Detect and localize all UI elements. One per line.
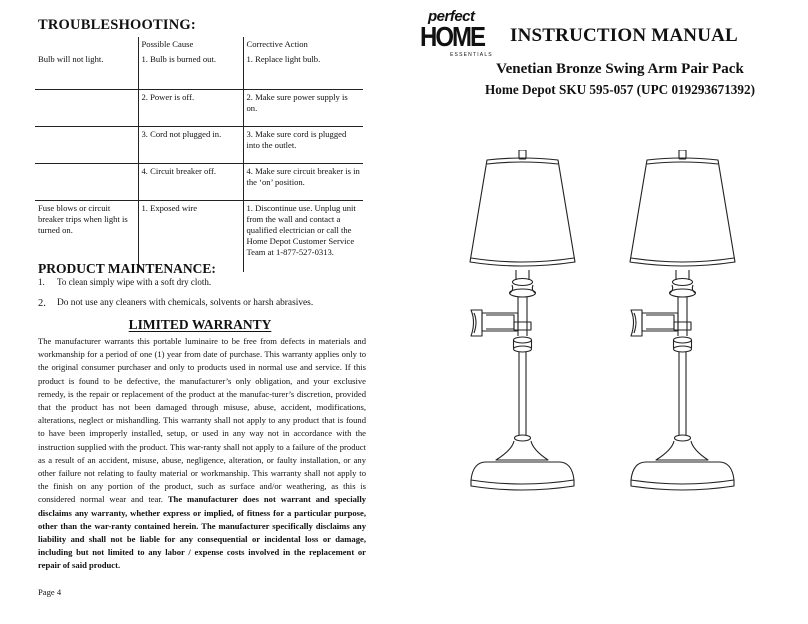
problem-cell: [35, 89, 138, 126]
action-cell: 1. Discontinue use. Unplug unit from the wall and contact a qualified electrician or call the Home Depot Customer Service Team at 1-877-527-0313.: [243, 200, 363, 272]
cause-cell: 1. Bulb is burned out.: [138, 52, 243, 89]
problem-cell: Fuse blows or circuit breaker trips when light is turned on.: [38, 202, 128, 235]
troubleshooting-table: [35, 37, 363, 272]
table-row: [35, 126, 363, 163]
logo-line-2: HOME: [420, 22, 484, 54]
action-cell: 3. Make sure cord is plugged into the outlet.: [243, 126, 363, 163]
lamp-right: [630, 150, 735, 490]
warranty-heading: [0, 317, 400, 333]
table-header-row: [35, 37, 363, 52]
page-number: Page 4: [38, 587, 62, 597]
step-text: To clean simply wipe with a soft dry cloth.: [57, 277, 212, 287]
warranty-heading-text: LIMITED WARRANTY: [128, 317, 272, 332]
problem-cell: Bulb will not light.: [35, 52, 138, 89]
troubleshooting-heading: TROUBLESHOOTING:: [38, 17, 196, 33]
action-cell: 2. Make sure power supply is on.: [243, 89, 363, 126]
problem-cell: [35, 126, 138, 163]
sku-line: Home Depot SKU 595-057 (UPC 019293671392): [485, 82, 755, 97]
table-row: [35, 89, 363, 126]
problem-cell: [35, 163, 138, 200]
maintenance-step: [38, 298, 313, 309]
table-row: [35, 52, 363, 89]
cause-cell: 3. Cord not plugged in.: [138, 126, 243, 163]
lamp-left: [470, 150, 575, 490]
lamp-pair-illustration: [462, 150, 774, 500]
column-header-action: Corrective Action: [243, 37, 363, 52]
perfect-home-logo: [420, 8, 502, 62]
step-text: Do not use any cleaners with chemicals, solvents or harsh abrasives.: [57, 298, 314, 308]
logo-line-3: ESSENTIALS: [450, 52, 493, 58]
logo-line-1: perfect: [428, 8, 475, 25]
maintenance-heading: PRODUCT MAINTENANCE:: [38, 261, 216, 276]
maintenance-step: [38, 277, 211, 287]
warranty-disclaimer: The manufacturer does not warrant and specially disclaims any warranty, whether express or implied, of fitness for a particular purpose, other than the war-ranty contained herein. The manufacturer specifically disclaims any liability and shall not be liable for any consequential or incidental loss or damage, including but not limited to any labor / expense costs involved in the replacement or repair of said product.: [38, 494, 366, 571]
cause-cell: 1. Exposed wire: [138, 200, 243, 272]
warranty-body: [38, 335, 366, 573]
step-number: 2.: [38, 298, 46, 309]
column-header-cause: Possible Cause: [138, 37, 243, 52]
cause-cell: 4. Circuit breaker off.: [138, 163, 243, 200]
column-header-problem: [35, 37, 138, 52]
manual-title: INSTRUCTION MANUAL: [510, 25, 738, 46]
warranty-text: The manufacturer warrants this portable luminaire to be free from defects in materials and workmanship for a period of one (1) year from date of purchase. This warranty applies only to the original consumer purchaser and only to products used in normal use and service. If this product is found to be defective, the manufacturer’s only obligation, and your exclusive remedy, is the repair or replacement of the product at the manufac-turer’s discretion, provided that the product has not been damaged through misuse, abuse, accident, modifications, alterations, neglect or mishandling. This warranty shall not apply to any product that is found to have been improperly installed, setup, or used in any way not in accordance with the instruction supplied with the product. This war-ranty shall not apply to a failure of the product as a result of an accident, misuse, abuse, negligence, alteration, or faulty installation, or any other failure not relating to faulty material or workmanship. This warranty shall not apply to the finish on any portion of the product, such as surface and/or weathering, as this is considered normal wear and tear.: [38, 336, 366, 505]
product-name: Venetian Bronze Swing Arm Pair Pack: [496, 61, 744, 77]
action-cell: 4. Make sure circuit breaker is in the ‘on’ position.: [243, 163, 363, 200]
action-cell: 1. Replace light bulb.: [243, 52, 363, 89]
cause-cell: 2. Power is off.: [138, 89, 243, 126]
table-row: [35, 163, 363, 200]
step-number: 1.: [38, 277, 45, 287]
